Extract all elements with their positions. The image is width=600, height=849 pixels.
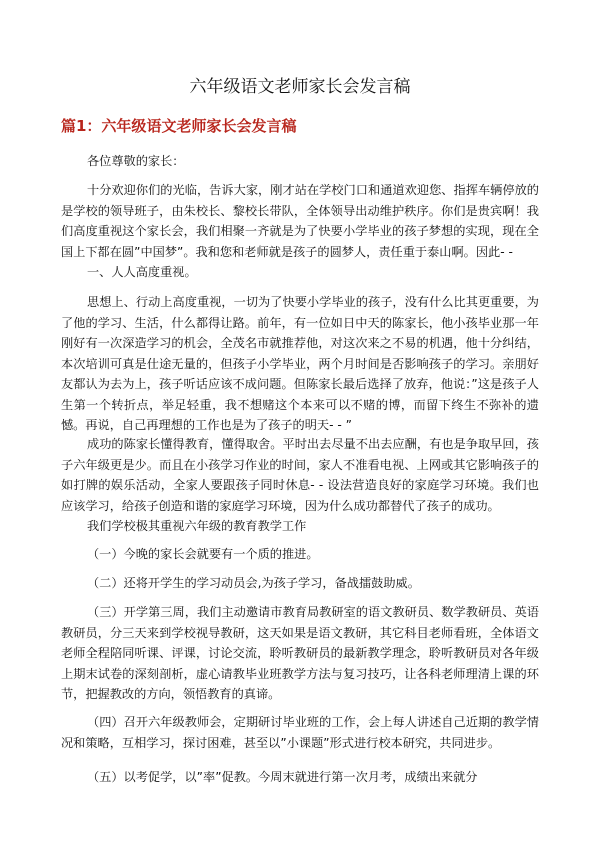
document-title: 六年级语文老师家长会发言稿 [189, 77, 411, 97]
list-item-four: （四）召开六年级教师会，定期研讨毕业班的工作，会上每人讲述自己近期的教学情况和策略，互相学习，探讨困难，甚至以”小课题”形式进行校本研究，共同进步。 [61, 715, 539, 750]
paragraph-chen-parent: 思想上、行动上高度重视，一切为了快要小学毕业的孩子，没有什么比其更重要，为了他的学习、生活，什么都得让路。前年，有一位如日中天的陈家长，他小孩毕业那一年刚好有一次深造学习的机会，全茂名市就推荐他，对这次来之不易的机遇，他十分纠结，本次培训可真是仕途无量的，但孩子小学毕业，两个月时间是否影响孩子的学习。亲朋好友都认为去为上，孩子听话应该不成问题。但陈家长最后选择了放弃，他说：”这是孩子人生第一个转折点，举足轻重，我不想赌这个本来可以不赌的博，而留下终生不弥补的遗憾。再说，自己再理想的工作也是为了孩子的明天- - ” [61, 295, 539, 432]
list-item-three: （三）开学第三周，我们主动邀请市教育局教研室的语文教研员、数学教研员、英语教研员，分三天来到学校视导教研，这天如果是语文教研，其它科目老师看班，全体语文老师全程陪同听课、评课，讨论交流，聆听教研员的最新教学理念，聆听教研员对各年级上期末试卷的深刻剖析，虚心请教毕业班教学方法与复习技巧，让各科老师理清上课的环节，把握教改的方向，领悟教育的真谛。 [61, 605, 539, 701]
section-heading: 篇1：六年级语文老师家长会发言稿 [61, 117, 297, 135]
salutation: 各位尊敬的家长： [87, 154, 185, 168]
list-item-two: （二）还将开学生的学习动员会,为孩子学习，备战擂鼓助威。 [87, 576, 420, 590]
paragraph-school-focus: 我们学校极其重视六年级的教育教学工作 [87, 519, 307, 533]
paragraph-welcome: 十分欢迎你们的光临，告诉大家，刚才站在学校门口和通道欢迎您、指挥车辆停放的是学校的领导班子，由朱校长、黎校长带队，全体领导出动维护秩序。你们是贵宾啊！我们高度重视这个家长会，我们相聚一齐就是为了快要小学毕业的孩子梦想的实现，现在全国上下都在圆”中国梦”。我和您和老师就是孩子的圆梦人，责任重于泰山啊。因此- - [61, 183, 539, 259]
list-item-one: （一）今晚的家长会就要有一个质的推进。 [87, 547, 319, 561]
list-item-five: （五）以考促学，以”率”促教。今周末就进行第一次月考，成绩出来就分 [87, 770, 478, 784]
paragraph-heading-one: 一、人人高度重视。 [87, 265, 197, 279]
paragraph-chen-success: 成功的陈家长懂得教育，懂得取舍。平时出去尽量不出去应酬，有也是争取早回，孩子六年级更是少。而且在小孩学习作业的时间，家人不准看电视、上网或其它影响孩子的如打牌的娱乐活动，全家人要跟孩子同时休息- - 设法营造良好的家庭学习环境。我们也应该学习，给孩子创造和谐的家庭学习环境，因为什么成功都替代了孩子的成功。 [61, 437, 539, 513]
